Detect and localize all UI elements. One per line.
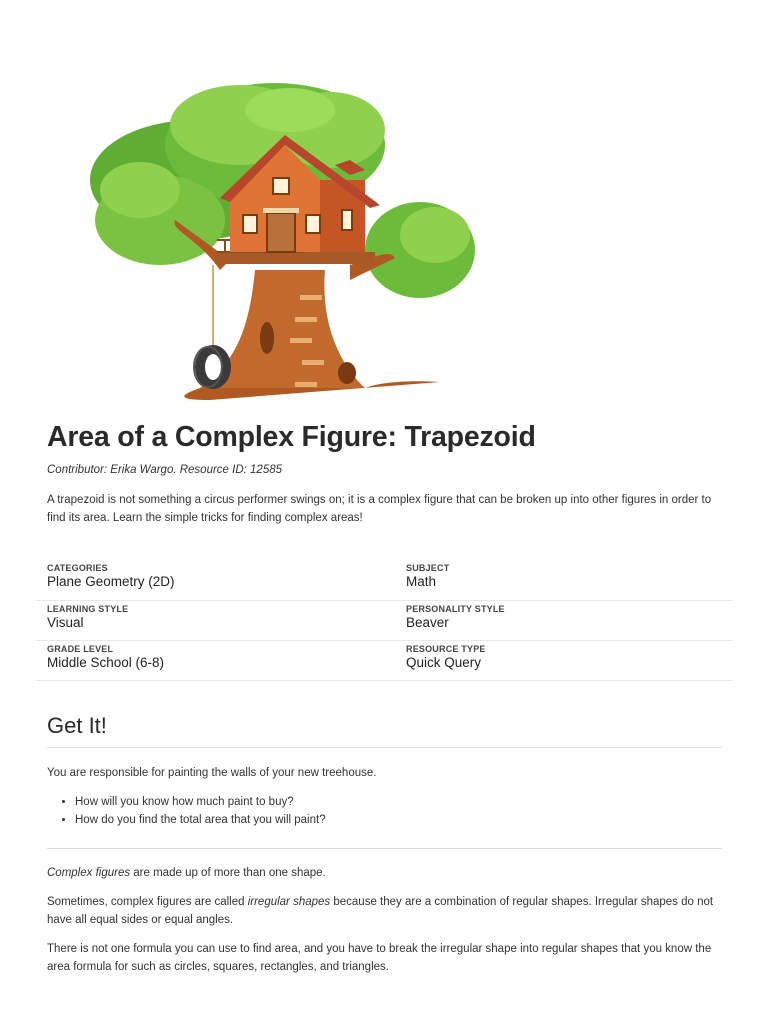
learning-style-value: Visual bbox=[47, 614, 84, 630]
contributor-line: Contributor: Erika Wargo. Resource ID: 12585 bbox=[47, 464, 283, 476]
learning-style-label: LEARNING STYLE bbox=[47, 603, 129, 614]
meta-row bbox=[36, 560, 733, 601]
list-item: • How do you find the total area that you will paint? bbox=[75, 812, 326, 830]
paragraph-area-formula: There is not one formula you can use to find area, and you have to break the irregular shape into regular shapes that you know the area formula for such as circles, squares, rectangles, and triangles. bbox=[47, 943, 712, 973]
section-heading: Get It! bbox=[47, 713, 107, 738]
paragraph-text: because they are a combination of regular shapes. Irregular shapes do not have all equal sides or equal angles. bbox=[47, 896, 714, 926]
section-divider bbox=[47, 747, 722, 748]
paragraph-text: Sometimes, complex figures are called bbox=[47, 896, 248, 908]
paragraph-text: are made up of more than one shape. bbox=[130, 867, 326, 879]
tire-swing bbox=[194, 265, 231, 389]
categories-value: Plane Geometry (2D) bbox=[47, 574, 175, 589]
subject-value: Math bbox=[406, 574, 437, 589]
intro-text: A trapezoid is not something a circus performer swings on; it is a complex figure that can be broken up into other figures in order to find its area. Learn the simple tricks for finding complex areas! bbox=[47, 494, 712, 524]
content-divider bbox=[47, 848, 722, 849]
emphasis-term: Complex figures bbox=[47, 867, 131, 879]
personality-style-label: PERSONALITY STYLE bbox=[406, 603, 505, 614]
personality-style-value: Beaver bbox=[406, 614, 449, 630]
section-lead: You are responsible for painting the walls of your new treehouse. bbox=[47, 767, 377, 779]
grade-level-value: Middle School (6-8) bbox=[47, 655, 165, 670]
paragraph-complex-figures bbox=[47, 865, 722, 883]
meta-row bbox=[36, 641, 733, 681]
categories-label: CATEGORIES bbox=[47, 563, 108, 573]
treehouse-deck bbox=[215, 252, 375, 264]
resource-metadata-table bbox=[36, 560, 733, 681]
meta-row bbox=[36, 601, 733, 642]
resource-type-label: RESOURCE TYPE bbox=[406, 644, 486, 654]
paragraph-irregular-shapes bbox=[47, 894, 722, 929]
grade-level-label: GRADE LEVEL bbox=[47, 644, 114, 654]
list-item: • How will you know how much paint to buy? bbox=[75, 794, 326, 812]
resource-type-value: Quick Query bbox=[406, 655, 482, 670]
question-list bbox=[47, 794, 326, 829]
subject-label: SUBJECT bbox=[406, 563, 450, 573]
page-title: Area of a Complex Figure: Trapezoid bbox=[47, 421, 536, 453]
treehouse-illustration bbox=[80, 70, 480, 415]
emphasis-term: irregular shapes bbox=[247, 896, 331, 908]
